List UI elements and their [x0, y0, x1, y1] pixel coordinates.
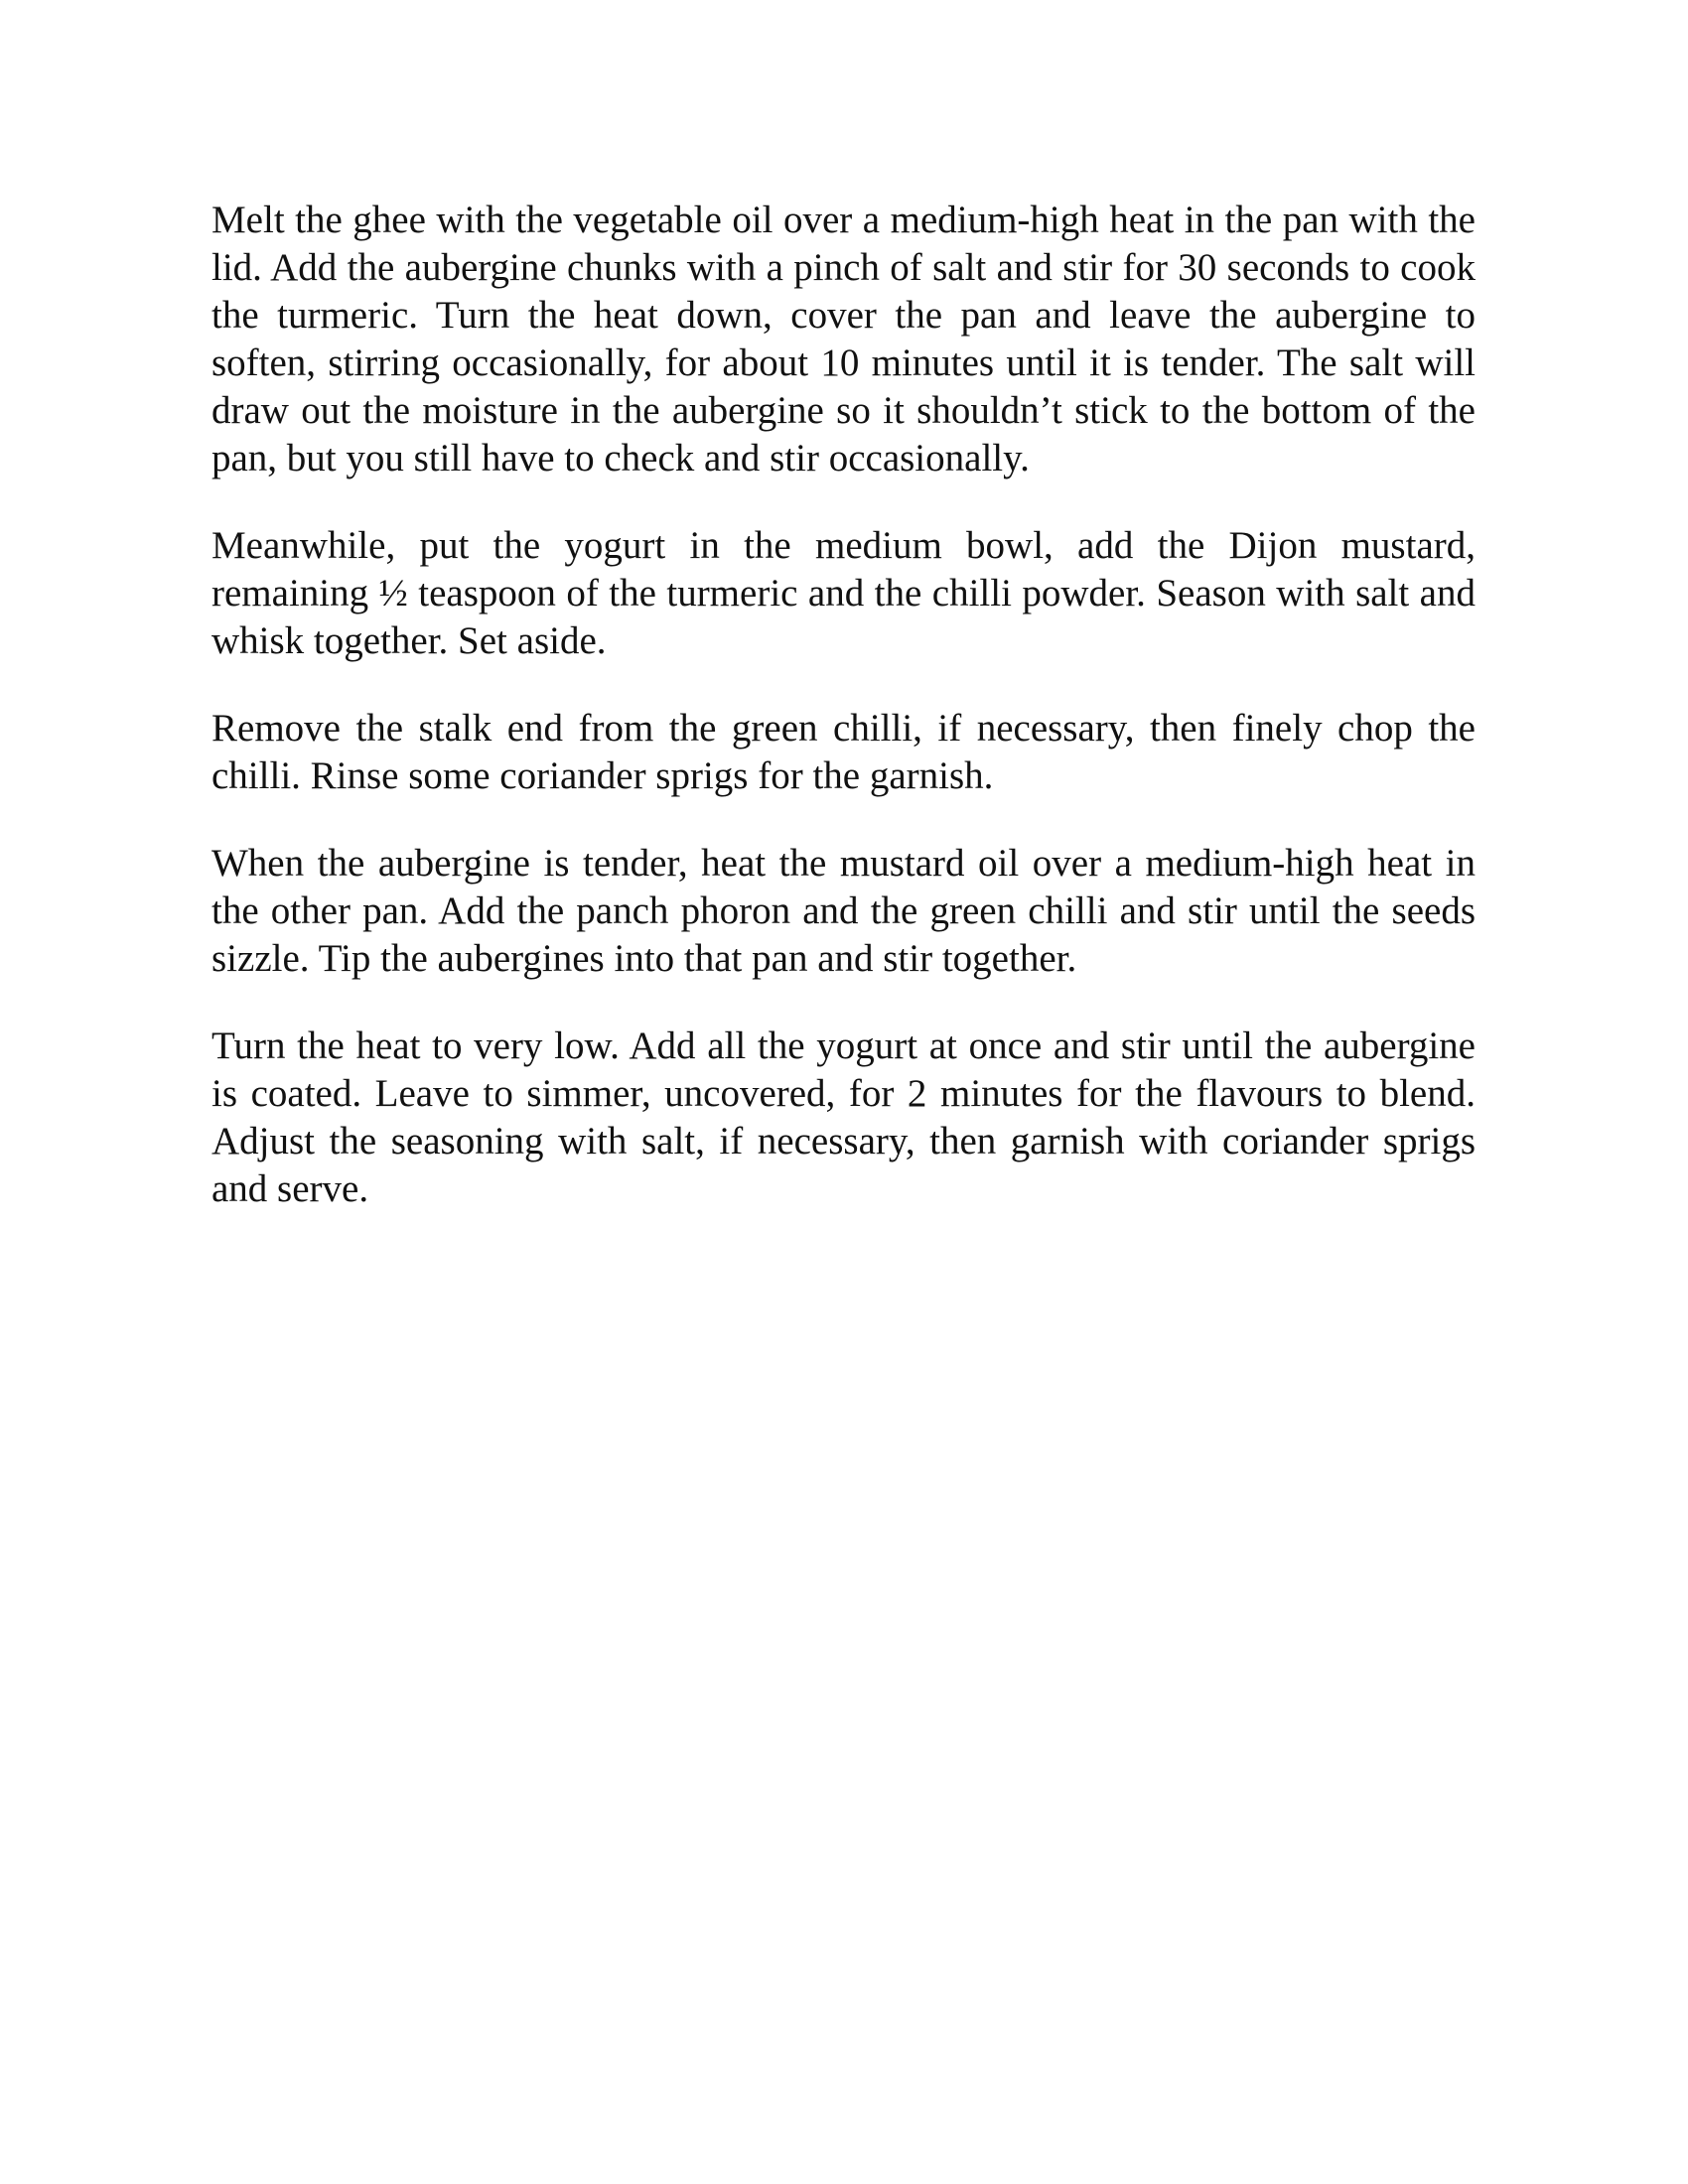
recipe-method [211, 197, 1476, 1253]
method-paragraph-2: Meanwhile, put the yogurt in the medium bowl, add the Dijon mustard, remaining ½ teaspoon of the turmeric and the chilli powder. Season with salt and whisk together. Set aside. [211, 524, 1476, 662]
method-paragraph-4: When the aubergine is tender, heat the mustard oil over a medium-high heat in the other pan. Add the panch phoron and the green chilli and stir until the seeds sizzle. Tip the aubergines into that pan and stir together. [211, 842, 1476, 980]
method-paragraph-3: Remove the stalk end from the green chilli, if necessary, then finely chop the chilli. Rinse some coriander sprigs for the garnish. [211, 707, 1476, 797]
method-paragraph-1: Melt the ghee with the vegetable oil over a medium-high heat in the pan with the lid. Add the aubergine chunks with a pinch of salt and stir for 30 seconds to cook the turmeric. Turn the heat down, cover the pan and leave the aubergine to soften, stirring occasionally, for about 10 minutes until it is tender. The salt will draw out the moisture in the aubergine so it shouldn’t stick to the bottom of the pan, but you still have to check and stir occasionally. [211, 199, 1476, 479]
method-paragraph-5: Turn the heat to very low. Add all the yogurt at once and stir until the aubergine is coated. Leave to simmer, uncovered, for 2 minutes for the flavours to blend. Adjust the seasoning with salt, if necessary, then garnish with coriander sprigs and serve. [211, 1024, 1476, 1210]
